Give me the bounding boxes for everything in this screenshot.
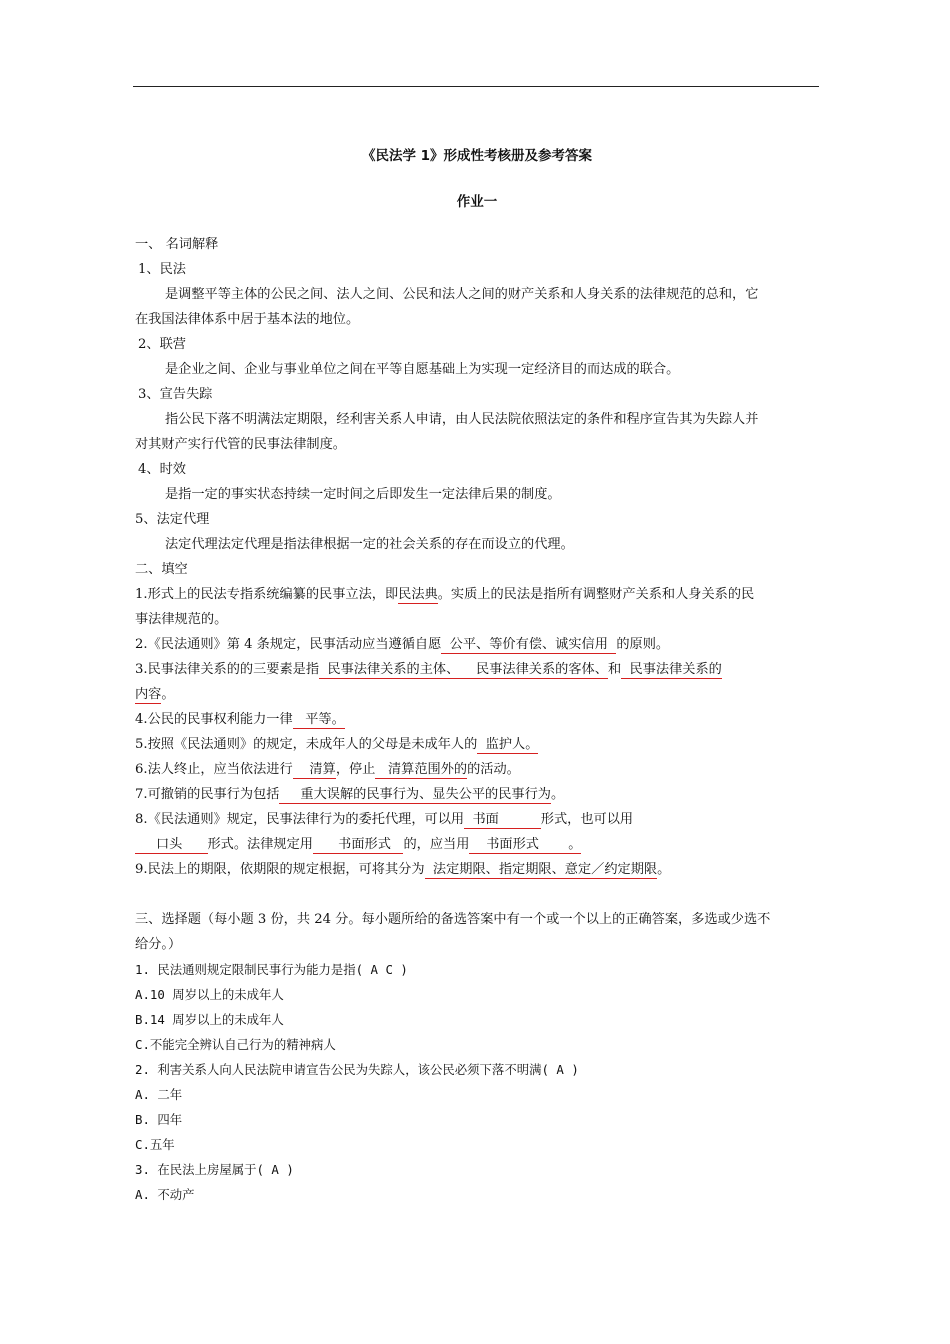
question-text: ，停止 (335, 762, 376, 777)
answer-underline: 书面 (464, 812, 541, 827)
choice-question: 2. 利害关系人向人民法院申请宣告公民为失踪人，该公民必须下落不明满( A ) (135, 1062, 579, 1077)
term-definition: 是调整平等主体的公民之间、法人之间、公民和法人之间的财产关系和人身关系的法律规范的总和，它 (165, 287, 759, 302)
question-text: 3.民事法律关系的的三要素是指 (135, 662, 320, 677)
answer-underline: 口头 (135, 837, 208, 852)
question-text: 2.《民法通则》第 4 条规定，民事活动应当遵循自愿 (135, 637, 442, 652)
answer-underline: 监护人。 (477, 737, 539, 752)
term-definition: 指公民下落不明满法定期限，经利害关系人申请，由人民法院依照法定的条件和程序宣告其为失踪人并 (165, 412, 759, 427)
answer-underline: 书面形式 。 (469, 837, 582, 852)
answer-underline: 内容 (135, 687, 162, 702)
question-text: 8.《民法通则》规定，民事法律行为的委托代理，可以用 (135, 812, 465, 827)
header-rule (133, 86, 819, 87)
answer-underline: 重大误解的民事行为、显失公平的民事行为 (279, 787, 551, 802)
question-text: 的活动。 (467, 762, 520, 777)
question-text: 。 (551, 787, 565, 802)
answer-underline: 民事法律关系的主体、 民事法律关系的客体、 (319, 662, 608, 677)
fill-question-continued: 事法律规范的。 (135, 612, 228, 627)
fill-question-continued (135, 686, 175, 704)
answer-underline: 法定期限、指定期限、意定／约定期限 (424, 862, 658, 877)
question-text: 6.法人终止，应当依法进行 (135, 762, 293, 777)
question-text: 4.公民的民事权利能力一律 (135, 712, 293, 727)
question-text: 。实质上的民法是指所有调整财产关系和人身关系的民 (437, 587, 755, 602)
term-definition: 法定代理法定代理是指法律根据一定的社会关系的存在而设立的代理。 (165, 537, 574, 552)
fill-question (135, 811, 633, 829)
choice-question: 3. 在民法上房屋属于( A ) (135, 1162, 294, 1177)
question-text: 的，应当用 (403, 837, 470, 852)
fill-question (135, 636, 669, 654)
answer-underline: 民法典 (398, 587, 438, 602)
fill-question (135, 661, 722, 679)
term-title: 3、宣告失踪 (138, 387, 213, 402)
choice-option: B. 四年 (135, 1112, 183, 1127)
assignment-title: 作业一 (456, 194, 498, 210)
document-title: 《民法学 1》形成性考核册及参考答案 (361, 148, 593, 164)
question-text: 形式。法律规定用 (207, 837, 313, 852)
question-text: 1.形式上的民法专指系统编纂的民事立法，即 (135, 587, 399, 602)
term-definition: 对其财产实行代管的民事法律制度。 (135, 437, 346, 452)
question-text: 和 (607, 662, 622, 677)
question-text: 7.可撤销的民事行为包括 (135, 787, 280, 802)
section-heading-choice: 三、选择题（每小题 3 份，共 24 分。每小题所给的备选答案中有一个或一个以上的正确答案，多选或少选不 (135, 912, 771, 927)
choice-option: A.10 周岁以上的未成年人 (135, 987, 284, 1002)
fill-question (135, 861, 670, 879)
question-text: 的原则。 (616, 637, 670, 652)
answer-underline: 民事法律关系的 (621, 662, 722, 677)
choice-option: C.五年 (135, 1137, 175, 1152)
answer-underline: 清算 (292, 762, 336, 777)
fill-question (135, 761, 520, 779)
term-definition: 是企业之间、企业与事业单位之间在平等自愿基础上为实现一定经济目的而达成的联合。 (165, 362, 680, 377)
answer-underline: 平等。 (292, 712, 345, 727)
term-title: 4、时效 (138, 462, 186, 477)
choice-question: 1. 民法通则规定限制民事行为能力是指( A C ) (135, 962, 408, 977)
section-heading-fill: 二、填空 (135, 562, 188, 577)
section-heading-terms: 一、 名词解释 (135, 237, 219, 252)
answer-underline: 清算范围外的 (375, 762, 468, 777)
term-definition: 是指一定的事实状态持续一定时间之后即发生一定法律后果的制度。 (165, 487, 561, 502)
choice-option: C.不能完全辨认自己行为的精神病人 (135, 1037, 336, 1052)
term-title: 1、民法 (138, 262, 186, 277)
choice-option: B.14 周岁以上的未成年人 (135, 1012, 284, 1027)
fill-question (135, 786, 564, 804)
fill-question (135, 736, 538, 754)
choice-option: A. 二年 (135, 1087, 183, 1102)
fill-question-continued (135, 836, 581, 854)
question-text: 。 (657, 862, 671, 877)
question-text: 形式，也可以用 (540, 812, 634, 827)
answer-underline: 书面形式 (313, 837, 404, 852)
choice-option: A. 不动产 (135, 1187, 195, 1202)
term-title: 5、法定代理 (135, 512, 210, 527)
fill-question (135, 711, 345, 729)
question-text: 9.民法上的期限，依期限的规定根据，可将其分为 (135, 862, 425, 877)
term-definition: 在我国法律体系中居于基本法的地位。 (135, 312, 360, 327)
question-text: 5.按照《民法通则》的规定，未成年人的父母是未成年人的 (135, 737, 478, 752)
section-heading-choice-continued: 给分。） (135, 937, 182, 952)
fill-question (135, 586, 754, 604)
question-text: 。 (161, 687, 175, 702)
term-title: 2、联营 (138, 337, 186, 352)
answer-underline: 公平、等价有偿、诚实信用 (441, 637, 617, 652)
